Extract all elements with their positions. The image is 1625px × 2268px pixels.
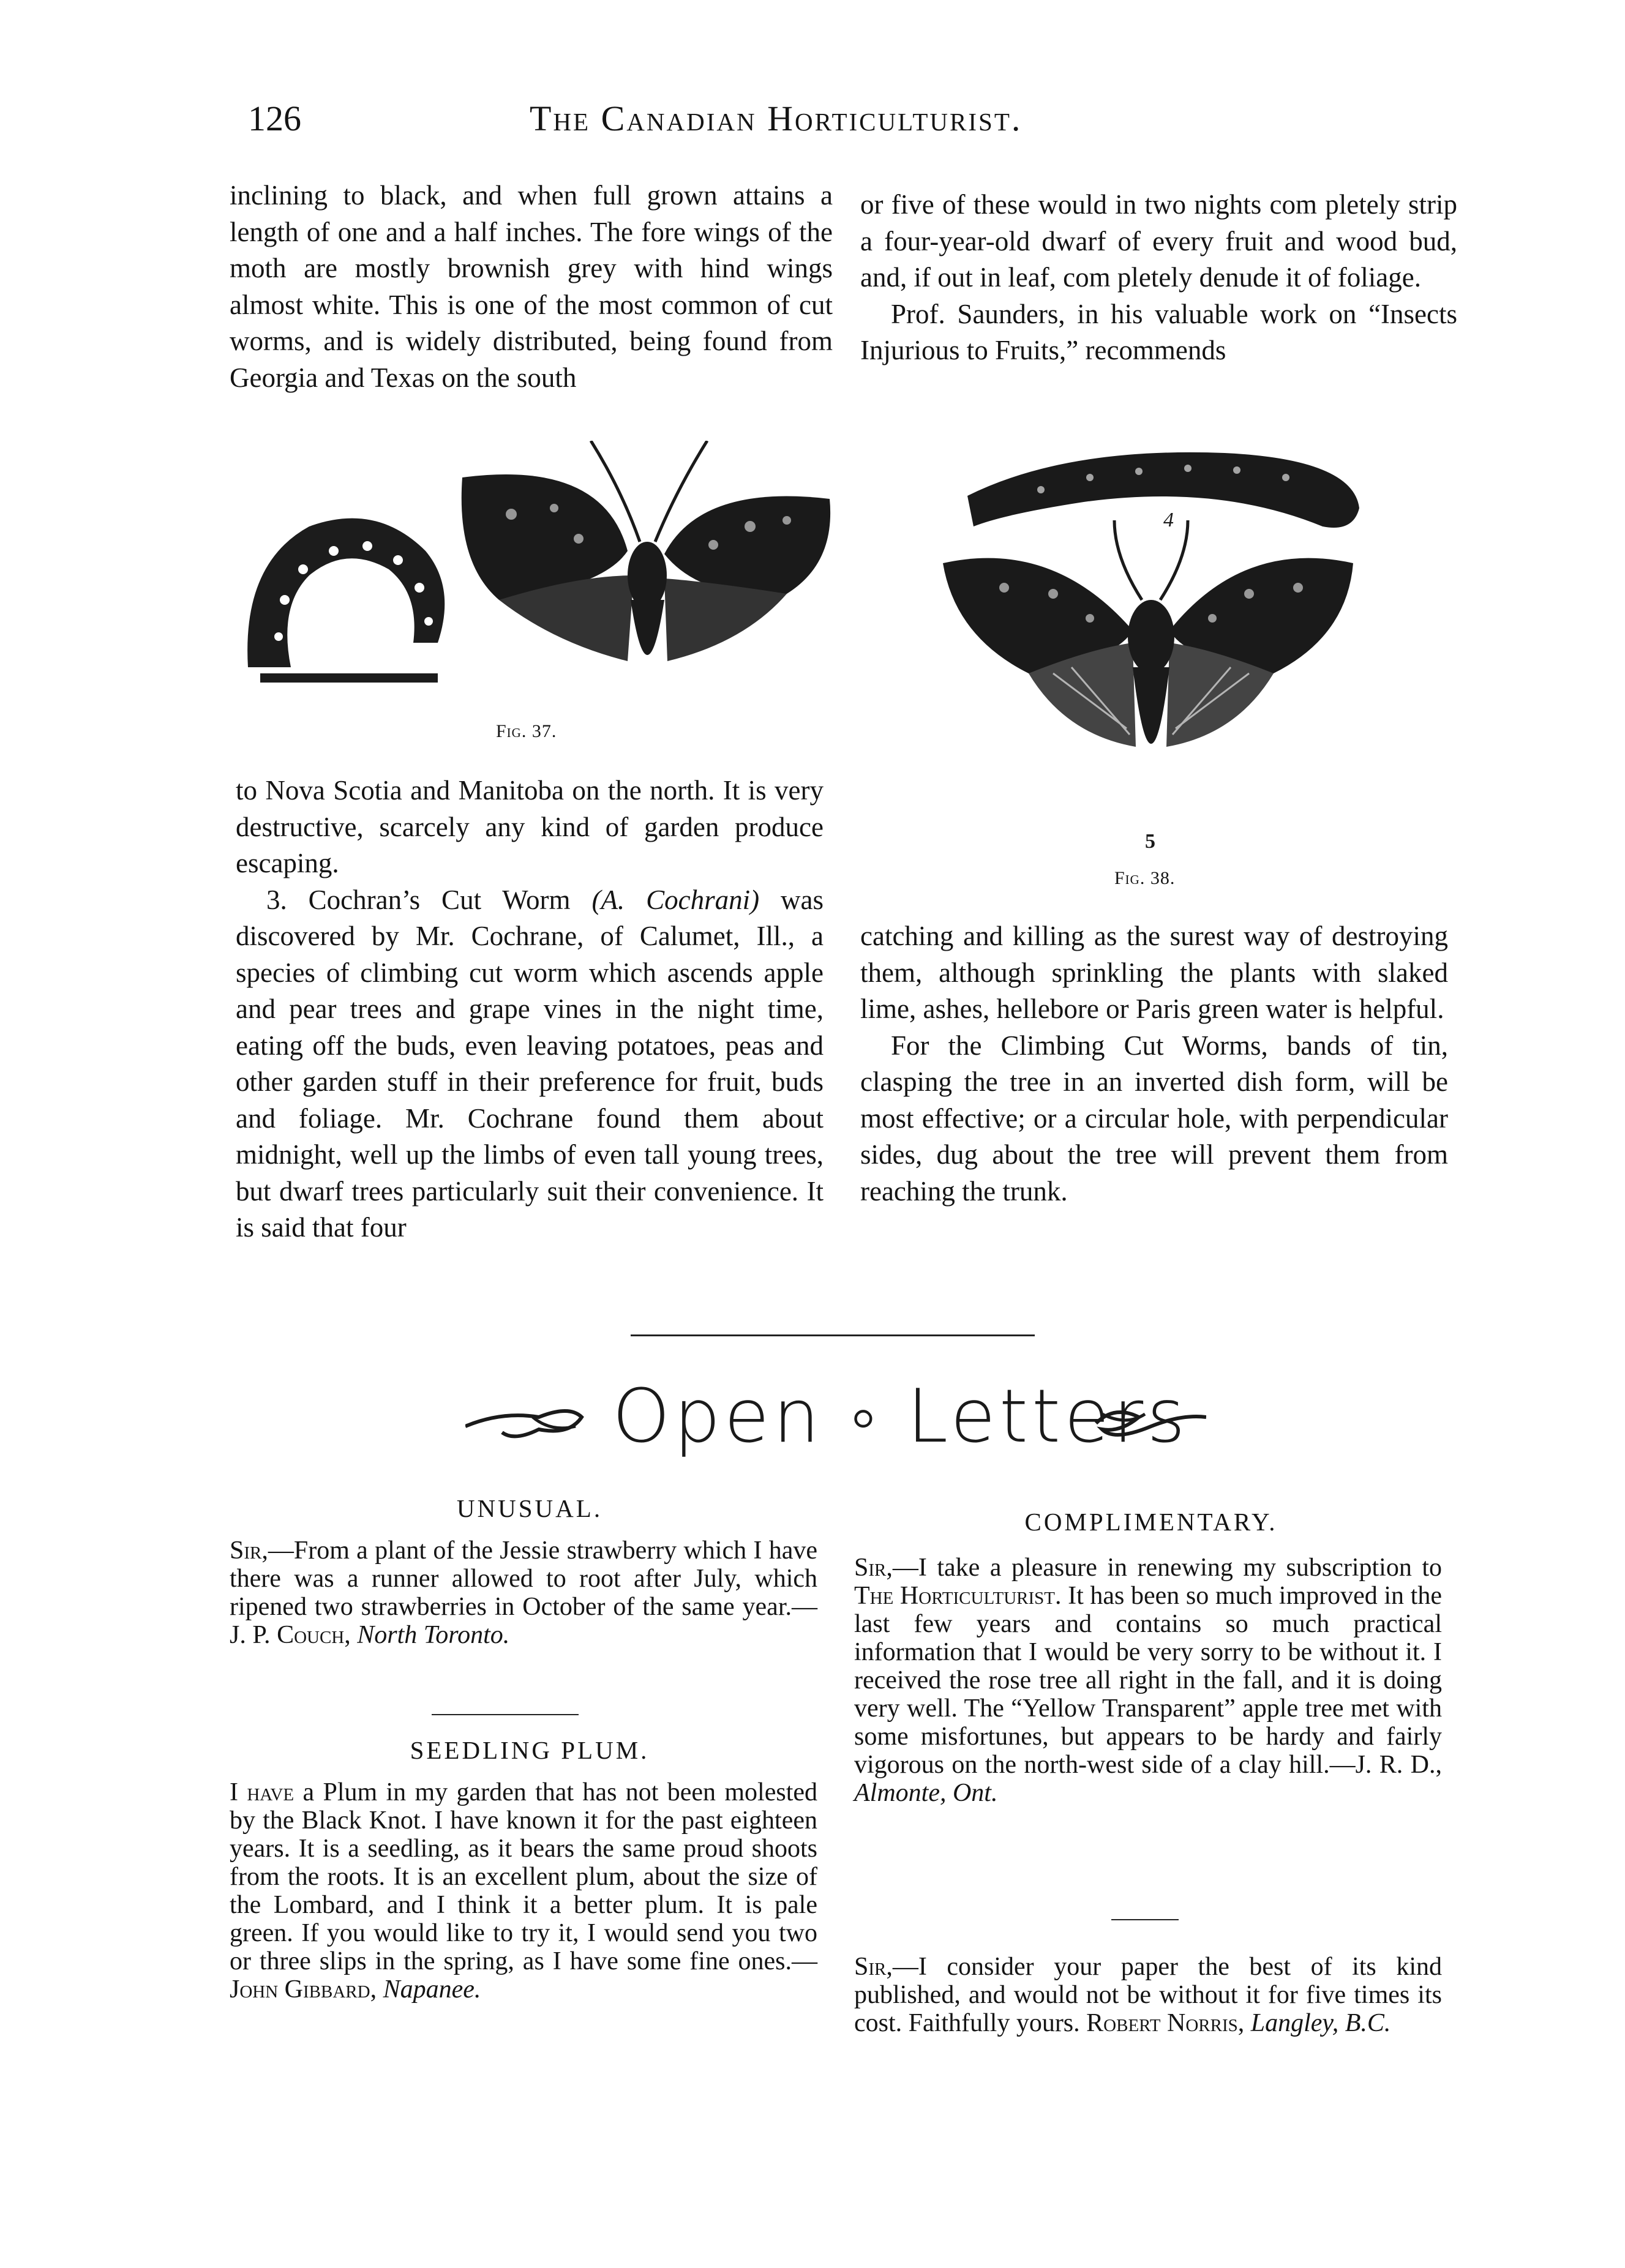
letter-norris [854, 1953, 1442, 2037]
running-title: The Canadian Horticulturist. [530, 99, 1023, 138]
right-column-bottom [860, 918, 1448, 1210]
place: North Toronto. [357, 1621, 510, 1649]
paragraph: For the Climbing Cut Worms, bands of tin, clasping the tree in an inverted dish form, will be most effective; or a circular hole, with perpendicular sides, dug about the tree will prevent them from reaching the trunk. [860, 1030, 1448, 1207]
signature: Robert Norris [1086, 2009, 1238, 2037]
right-flourish-icon [1084, 1399, 1206, 1448]
letter-heading-seedling-plum: SEEDLING PLUM. [410, 1736, 650, 1764]
letter-text: —I take a pleasure in renewing my subscription to [892, 1554, 1442, 1582]
journal-name: The Horticulturist [854, 1582, 1056, 1610]
paragraph-text: was discovered by Mr. Cochrane, of Calumet, Ill., a species of climbing cut worm which ascends apple and pear trees and grape vines in the night time, eating off the buds, even leaving potatoes, peas and other garden stuff in their preference for fruit, buds and foliage. Mr. Cochrane found them about midnight, well up the limbs of even tall young trees, but dwarf trees particularly suit their convenience. It is said that four [236, 884, 824, 1243]
moth-figure-37 [462, 441, 830, 661]
open-letters-banner [465, 1374, 1212, 1466]
paragraph: inclining to black, and when full grown attains a length of one and a half inches. The fore wings of the moth are mostly brownish grey with hind wings almost white. This is one of the most common of cut worms, and is widely distributed, being found from Georgia and Texas on the south [230, 180, 833, 393]
letter-unusual [230, 1536, 817, 1649]
letter-body: Sir,—I consider your paper the best of its kind published, and would not be without it for five times its cost. Faithfully yours. Robert Norris, Langley, B.C. [854, 1953, 1442, 2037]
page-header [230, 98, 1442, 153]
letter-heading-complimentary: COMPLIMENTARY. [1024, 1508, 1278, 1536]
letter-seedling-plum [230, 1778, 817, 2004]
letter-body: I have a Plum in my garden that has not been molested by the Black Knot. I have known it for the past eighteen years. It is a seedling, as it bears the same proud shoots from the roots. It is an excellent plum, about the size of the Lombard, and I think it a better plum. It is pale green. If you would like to try it, I would send you two or three slips in the spring, as I have some fine ones.—John Gibbard, Napanee. [230, 1778, 818, 2004]
fig-37-caption: Fig. 37. [496, 721, 557, 741]
section-title: Open ◦ Letters [612, 1374, 1189, 1459]
paragraph: Prof. Saunders, in his valuable work on “Insects Injurious to Fruits,” recommends [860, 298, 1457, 365]
paragraph-lead: 3. Cochran’s Cut Worm [266, 884, 592, 915]
letter-text: a Plum in my garden that has not been molested by the Black Knot. I have known it for the past eighteen years. It is a seedling, as it bears the same proud shoots from the roots. It is an excellent plum, about the size of the Lombard, and I think it a better plum. It is pale green. If you would like to try it, I would send you two or three slips in the spring, as I have some fine ones.— [230, 1778, 818, 1975]
paragraph [236, 882, 824, 1246]
paragraph: or five of these would in two nights com pletely strip a four-year-old dwarf of every fruit and wood bud, and, if out in leaf, com pletely denude it of foliage. [860, 189, 1457, 293]
paragraph: catching and killing as the surest way of destroying them, although sprinkling the plants with slaked lime, ashes, hellebore or Paris green water is helpful. [860, 921, 1448, 1024]
figure-37 [236, 441, 860, 722]
climbing-cutworm-illustration [931, 441, 1372, 869]
letter-body: Sir,—From a plant of the Jessie strawberry which I have there was a runner allowed to root after July, which ripened two strawberries in October of the same year.—J. P. Couch, North Toronto. [230, 1536, 817, 1649]
letter-divider [1111, 1919, 1179, 1920]
signature: Couch [277, 1621, 345, 1649]
letter-divider [432, 1714, 579, 1715]
page-number: 126 [248, 99, 301, 138]
figure-38 [931, 441, 1372, 869]
signature: John Gibbard [230, 1975, 370, 2004]
left-flourish-icon [465, 1399, 588, 1448]
left-column-bottom [236, 773, 824, 1246]
cutworm-illustration [236, 441, 860, 722]
fig-38-label-bottom: 5 [1145, 830, 1155, 853]
letter-complimentary [854, 1554, 1442, 1807]
letter-lead: I have [230, 1778, 295, 1806]
salutation: Sir, [230, 1536, 268, 1565]
letter-heading-unusual: UNUSUAL. [456, 1494, 603, 1522]
letter-body [854, 1554, 1442, 1807]
fig-38-label-top: 4 [1163, 509, 1174, 531]
section-divider [631, 1334, 1035, 1336]
moth-figure-38 [943, 520, 1353, 747]
right-column-top [860, 187, 1457, 369]
letter-text: . It has been so much improved in the last few years and contains so much practical information that I would be very sorry to be without it. I received the rose tree all right in the fall, and it is doing very well. The “Yellow Transparent” apple tree met with some misfortunes, but appears to be hardy and fairly vigorous on the north-west side of a clay hill.—J. R. D., [854, 1582, 1442, 1779]
left-column-top [230, 178, 833, 396]
place: Almonte, Ont. [854, 1779, 998, 1807]
place: Langley, B.C. [1250, 2009, 1391, 2037]
species-name: (A. Cochrani) [591, 884, 760, 915]
paragraph: to Nova Scotia and Manitoba on the north. It is very destructive, scarcely any kind of garden produce escaping. [236, 775, 824, 878]
curled-caterpillar [247, 518, 445, 683]
fig-38-caption: Fig. 38. [1114, 868, 1176, 888]
salutation: Sir, [854, 1953, 893, 1981]
place: Napanee. [383, 1975, 481, 2004]
salutation: Sir, [854, 1554, 893, 1582]
letter-text: —I consider your paper the best of its kind published, and would not be without it for five times its cost. Faithfully yours. [854, 1953, 1442, 2037]
letter-text: —From a plant of the Jessie strawberry which I have there was a runner allowed to root after July, which ripened two strawberries in October of the same year.—J. P. [230, 1536, 817, 1649]
